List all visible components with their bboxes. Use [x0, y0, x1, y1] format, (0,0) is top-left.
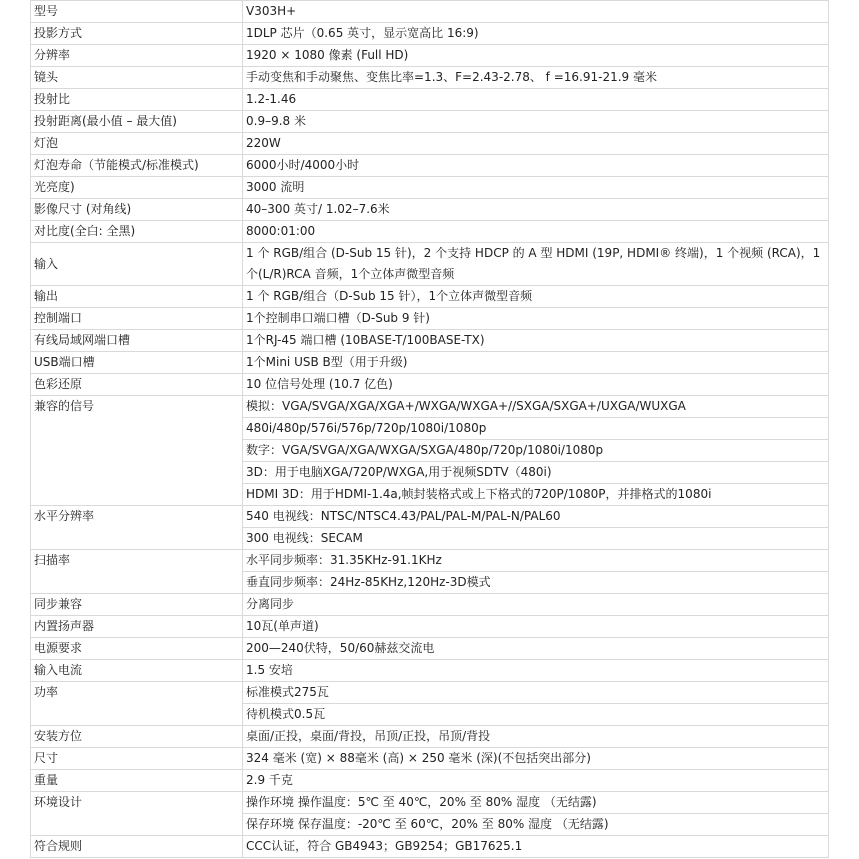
table-row: [31, 45, 829, 67]
spec-label: 输出: [31, 286, 243, 308]
spec-label: 同步兼容: [31, 594, 243, 616]
table-row: [31, 111, 829, 133]
spec-value: 分离同步: [243, 594, 829, 616]
spec-value: 0.9–9.8 米: [243, 111, 829, 133]
spec-value: 3D：用于电脑XGA/720P/WXGA,用于视频SDTV（480i): [243, 462, 829, 484]
table-row: [31, 1, 829, 23]
table-row: [31, 836, 829, 858]
spec-value: 1个控制串口端口槽（D-Sub 9 针): [243, 308, 829, 330]
table-row: [31, 396, 829, 418]
spec-label: 扫描率: [31, 550, 243, 594]
spec-value: 8000:01:00: [243, 221, 829, 243]
spec-value: 200—240伏特，50/60赫兹交流电: [243, 638, 829, 660]
spec-value: 2.9 千克: [243, 770, 829, 792]
table-row: [31, 638, 829, 660]
spec-value: 3000 流明: [243, 177, 829, 199]
table-row: [31, 352, 829, 374]
spec-value: 10瓦(单声道): [243, 616, 829, 638]
spec-value: 1个RJ-45 端口槽 (10BASE-T/100BASE-TX): [243, 330, 829, 352]
table-row: [31, 550, 829, 572]
spec-value: V303H+: [243, 1, 829, 23]
spec-label: 输入电流: [31, 660, 243, 682]
table-row: [31, 23, 829, 45]
table-row: [31, 682, 829, 704]
spec-label: 灯泡: [31, 133, 243, 155]
table-row: [31, 374, 829, 396]
spec-label: 型号: [31, 1, 243, 23]
table-row: [31, 770, 829, 792]
spec-value: 数字：VGA/SVGA/XGA/WXGA/SXGA/480p/720p/1080i/1080p: [243, 440, 829, 462]
table-row: [31, 89, 829, 111]
spec-table-body: [31, 1, 829, 858]
spec-label: 色彩还原: [31, 374, 243, 396]
spec-value: 水平同步频率：31.35KHz-91.1KHz: [243, 550, 829, 572]
spec-value: 540 电视线：NTSC/NTSC4.43/PAL/PAL-M/PAL-N/PAL60: [243, 506, 829, 528]
spec-label: 投影方式: [31, 23, 243, 45]
spec-value: 模拟：VGA/SVGA/XGA/XGA+/WXGA/WXGA+//SXGA/SXGA+/UXGA/WUXGA: [243, 396, 829, 418]
spec-value: 6000小时/4000小时: [243, 155, 829, 177]
table-row: [31, 177, 829, 199]
spec-label: 尺寸: [31, 748, 243, 770]
table-row: [31, 616, 829, 638]
spec-value: 1 个 RGB/组合（D-Sub 15 针），1个立体声微型音频: [243, 286, 829, 308]
table-row: [31, 792, 829, 814]
spec-label: 重量: [31, 770, 243, 792]
spec-label: 有线局域网端口槽: [31, 330, 243, 352]
table-row: [31, 594, 829, 616]
spec-label: 兼容的信号: [31, 396, 243, 506]
table-row: [31, 133, 829, 155]
spec-label: 输入: [31, 243, 243, 286]
table-row: [31, 286, 829, 308]
spec-value: 保存环境 保存温度：-20℃ 至 60℃，20% 至 80% 湿度 （无结露): [243, 814, 829, 836]
spec-label: 电源要求: [31, 638, 243, 660]
spec-value: HDMI 3D：用于HDMI-1.4a,帧封装格式或上下格式的720P/1080P，并排格式的1080i: [243, 484, 829, 506]
spec-label: 对比度(全白: 全黑): [31, 221, 243, 243]
spec-label: 符合规则: [31, 836, 243, 858]
spec-value: 220W: [243, 133, 829, 155]
spec-value: 1个Mini USB B型（用于升级): [243, 352, 829, 374]
spec-label: 镜头: [31, 67, 243, 89]
table-row: [31, 155, 829, 177]
table-row: [31, 199, 829, 221]
spec-value: 垂直同步频率：24Hz-85KHz,120Hz-3D模式: [243, 572, 829, 594]
table-row: [31, 748, 829, 770]
spec-value: 桌面/正投，桌面/背投，吊顶/正投，吊顶/背投: [243, 726, 829, 748]
spec-value: 标准模式275瓦: [243, 682, 829, 704]
table-row: [31, 308, 829, 330]
spec-value: 40–300 英寸/ 1.02–7.6米: [243, 199, 829, 221]
spec-label: 投射比: [31, 89, 243, 111]
spec-label: 水平分辨率: [31, 506, 243, 550]
spec-label: 环境设计: [31, 792, 243, 836]
table-row: [31, 660, 829, 682]
spec-value: 324 毫米 (宽) × 88毫米 (高) × 250 毫米 (深)(不包括突出部分): [243, 748, 829, 770]
table-row: [31, 726, 829, 748]
table-row: [31, 330, 829, 352]
spec-label: USB端口槽: [31, 352, 243, 374]
spec-label: 光亮度): [31, 177, 243, 199]
spec-value: 手动变焦和手动聚焦、变焦比率=1.3、F=2.43-2.78、 f =16.91-21.9 毫米: [243, 67, 829, 89]
spec-value: 待机模式0.5瓦: [243, 704, 829, 726]
table-row: [31, 221, 829, 243]
table-row: [31, 67, 829, 89]
spec-label: 安装方位: [31, 726, 243, 748]
table-row: [31, 243, 829, 286]
spec-value: 1920 × 1080 像素 (Full HD): [243, 45, 829, 67]
spec-table: [30, 0, 829, 858]
spec-value: 操作环境 操作温度：5℃ 至 40℃，20% 至 80% 湿度 （无结露): [243, 792, 829, 814]
spec-label: 控制端口: [31, 308, 243, 330]
spec-value: 480i/480p/576i/576p/720p/1080i/1080p: [243, 418, 829, 440]
spec-value: 10 位信号处理 (10.7 亿色): [243, 374, 829, 396]
spec-value: 300 电视线：SECAM: [243, 528, 829, 550]
table-row: [31, 506, 829, 528]
spec-label: 功率: [31, 682, 243, 726]
spec-label: 投射距离(最小值 – 最大值): [31, 111, 243, 133]
spec-label: 灯泡寿命（节能模式/标准模式): [31, 155, 243, 177]
spec-value: 1DLP 芯片（0.65 英寸，显示宽高比 16:9): [243, 23, 829, 45]
spec-value: 1.5 安培: [243, 660, 829, 682]
spec-value: 1 个 RGB/组合 (D-Sub 15 针)，2 个支持 HDCP 的 A 型 HDMI (19P, HDMI® 终端)，1 个视频 (RCA)，1个(L/R)RCA 音频，1个立体声微型音频: [243, 243, 829, 286]
spec-label: 影像尺寸 (对角线): [31, 199, 243, 221]
spec-label: 内置扬声器: [31, 616, 243, 638]
spec-value: CCC认证，符合 GB4943；GB9254；GB17625.1: [243, 836, 829, 858]
spec-value: 1.2-1.46: [243, 89, 829, 111]
spec-label: 分辨率: [31, 45, 243, 67]
